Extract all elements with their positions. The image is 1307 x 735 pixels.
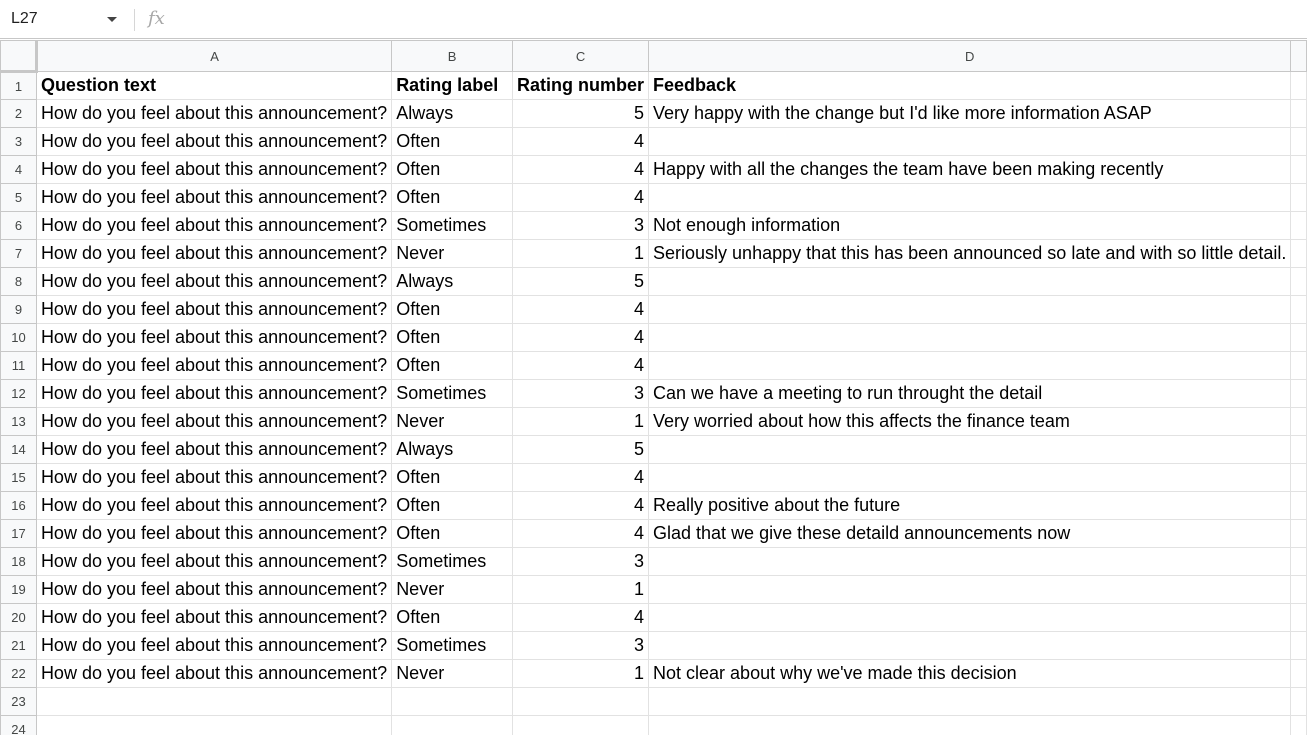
- cell[interactable]: [392, 688, 513, 716]
- row-header[interactable]: 23: [1, 688, 37, 716]
- cell[interactable]: How do you feel about this announcement?: [36, 464, 391, 492]
- row-header[interactable]: 16: [1, 492, 37, 520]
- cell[interactable]: [1291, 604, 1307, 632]
- formula-bar-divider: [134, 9, 135, 31]
- cell[interactable]: [649, 184, 1291, 212]
- table-row: [1, 100, 1307, 128]
- table-row: [1, 464, 1307, 492]
- cell[interactable]: [1291, 688, 1307, 716]
- cell[interactable]: 1: [513, 576, 649, 604]
- table-row: [1, 576, 1307, 604]
- cell[interactable]: [1291, 464, 1307, 492]
- row-header[interactable]: 20: [1, 604, 37, 632]
- cell[interactable]: Always: [392, 268, 513, 296]
- cell[interactable]: [649, 604, 1291, 632]
- cell[interactable]: [1291, 576, 1307, 604]
- cell[interactable]: Never: [392, 660, 513, 688]
- cell[interactable]: [649, 520, 1291, 548]
- cell[interactable]: Always: [392, 100, 513, 128]
- feedback-text: Really positive about the future: [653, 495, 901, 515]
- table-row: [1, 492, 1307, 520]
- cell[interactable]: [1291, 548, 1307, 576]
- table-row: [1, 408, 1307, 436]
- formula-bar: [0, 0, 1307, 39]
- feedback-text: Very happy with the change but I'd like more information ASAP: [653, 103, 1152, 123]
- column-header-d[interactable]: D: [649, 41, 1291, 72]
- cell[interactable]: 4: [513, 128, 649, 156]
- cell[interactable]: [1291, 324, 1307, 352]
- cell[interactable]: [649, 632, 1291, 660]
- cell[interactable]: [649, 240, 1291, 268]
- cell[interactable]: Never: [392, 408, 513, 436]
- cell[interactable]: Often: [392, 352, 513, 380]
- cell[interactable]: Often: [392, 520, 513, 548]
- cell[interactable]: [649, 688, 1291, 716]
- cell[interactable]: [1291, 436, 1307, 464]
- cell[interactable]: How do you feel about this announcement?: [36, 548, 391, 576]
- feedback-text: Glad that we give these detaild announcements now: [653, 523, 1071, 543]
- cell[interactable]: 4: [513, 464, 649, 492]
- cell[interactable]: [649, 128, 1291, 156]
- cell[interactable]: Sometimes: [392, 212, 513, 240]
- cell[interactable]: How do you feel about this announcement?: [36, 268, 391, 296]
- cell[interactable]: 4: [513, 156, 649, 184]
- cell[interactable]: Often: [392, 156, 513, 184]
- spreadsheet-grid: [0, 40, 1307, 735]
- cell[interactable]: 4: [513, 352, 649, 380]
- cell[interactable]: How do you feel about this announcement?: [36, 408, 391, 436]
- row-header[interactable]: 5: [1, 184, 37, 212]
- column-header-e[interactable]: [1291, 41, 1307, 72]
- cell[interactable]: Often: [392, 604, 513, 632]
- cell[interactable]: [649, 660, 1291, 688]
- table-row: [1, 632, 1307, 660]
- cell[interactable]: [649, 492, 1291, 520]
- row-header[interactable]: 22: [1, 660, 37, 688]
- cell[interactable]: How do you feel about this announcement?: [36, 632, 391, 660]
- row-header[interactable]: 18: [1, 548, 37, 576]
- cell[interactable]: Sometimes: [392, 380, 513, 408]
- row-header[interactable]: 8: [1, 268, 37, 296]
- cell[interactable]: 3: [513, 212, 649, 240]
- cell[interactable]: [36, 688, 391, 716]
- cell[interactable]: Often: [392, 128, 513, 156]
- column-header-b[interactable]: B: [392, 41, 513, 72]
- cell[interactable]: [1291, 212, 1307, 240]
- row-header[interactable]: 19: [1, 576, 37, 604]
- cell[interactable]: [1291, 660, 1307, 688]
- cell[interactable]: [1291, 100, 1307, 128]
- cell[interactable]: [1291, 296, 1307, 324]
- row-header[interactable]: 2: [1, 100, 37, 128]
- cell[interactable]: How do you feel about this announcement?: [36, 660, 391, 688]
- table-row: [1, 324, 1307, 352]
- cell[interactable]: 5: [513, 268, 649, 296]
- cell[interactable]: [649, 324, 1291, 352]
- cell[interactable]: [649, 380, 1291, 408]
- cell[interactable]: [1291, 716, 1307, 735]
- row-header[interactable]: 13: [1, 408, 37, 436]
- table-row: [1, 352, 1307, 380]
- cell[interactable]: [649, 464, 1291, 492]
- cell[interactable]: [1291, 352, 1307, 380]
- cell[interactable]: 1: [513, 660, 649, 688]
- table-row: [1, 156, 1307, 184]
- cell[interactable]: How do you feel about this announcement?: [36, 604, 391, 632]
- table-row: [1, 436, 1307, 464]
- cell[interactable]: How do you feel about this announcement?: [36, 492, 391, 520]
- cell[interactable]: Feedback: [649, 72, 1291, 100]
- cell[interactable]: [1291, 128, 1307, 156]
- row-header[interactable]: 3: [1, 128, 37, 156]
- cell[interactable]: 4: [513, 296, 649, 324]
- cell[interactable]: [649, 408, 1291, 436]
- column-header-c[interactable]: C: [513, 41, 649, 72]
- table-row: [1, 72, 1307, 100]
- cell[interactable]: How do you feel about this announcement?: [36, 240, 391, 268]
- cell[interactable]: 4: [513, 184, 649, 212]
- table-row: [1, 716, 1307, 735]
- cell[interactable]: Often: [392, 184, 513, 212]
- table-row: [1, 604, 1307, 632]
- table-row: [1, 268, 1307, 296]
- cell[interactable]: How do you feel about this announcement?: [36, 324, 391, 352]
- cell[interactable]: Often: [392, 464, 513, 492]
- feedback-text: Not clear about why we've made this decision: [653, 663, 1017, 683]
- cell[interactable]: 4: [513, 492, 649, 520]
- row-header[interactable]: 10: [1, 324, 37, 352]
- name-box[interactable]: [0, 0, 134, 38]
- cell[interactable]: How do you feel about this announcement?: [36, 436, 391, 464]
- cell[interactable]: How do you feel about this announcement?: [36, 100, 391, 128]
- feedback-text: Very worried about how this affects the finance team: [653, 411, 1070, 431]
- fx-icon: fx: [148, 8, 165, 29]
- cell[interactable]: How do you feel about this announcement?: [36, 128, 391, 156]
- table-row: [1, 184, 1307, 212]
- cell[interactable]: Never: [392, 240, 513, 268]
- row-header[interactable]: 9: [1, 296, 37, 324]
- table-row: [1, 688, 1307, 716]
- row-header[interactable]: 17: [1, 520, 37, 548]
- row-header[interactable]: 15: [1, 464, 37, 492]
- cell[interactable]: [1291, 492, 1307, 520]
- cell[interactable]: [1291, 408, 1307, 436]
- cell[interactable]: [513, 688, 649, 716]
- name-box-cell-ref: L27: [11, 10, 38, 27]
- row-header[interactable]: 24: [1, 716, 37, 735]
- cell[interactable]: [649, 100, 1291, 128]
- cell[interactable]: 3: [513, 632, 649, 660]
- cell[interactable]: Always: [392, 436, 513, 464]
- cell[interactable]: [513, 716, 649, 735]
- row-header[interactable]: 7: [1, 240, 37, 268]
- cell[interactable]: [649, 156, 1291, 184]
- table-row: [1, 212, 1307, 240]
- formula-input[interactable]: [180, 6, 1290, 32]
- row-header[interactable]: 6: [1, 212, 37, 240]
- cell[interactable]: 5: [513, 436, 649, 464]
- cell[interactable]: 3: [513, 548, 649, 576]
- cell[interactable]: 3: [513, 380, 649, 408]
- cell[interactable]: [649, 716, 1291, 735]
- cell[interactable]: 4: [513, 324, 649, 352]
- cell[interactable]: [649, 296, 1291, 324]
- cell[interactable]: [1291, 184, 1307, 212]
- cell[interactable]: Never: [392, 576, 513, 604]
- feedback-text: Can we have a meeting to run throught the detail: [653, 383, 1043, 403]
- cell[interactable]: [649, 268, 1291, 296]
- cell[interactable]: Rating number: [513, 72, 649, 100]
- cell[interactable]: 1: [513, 240, 649, 268]
- cell[interactable]: [36, 716, 391, 735]
- feedback-text: Happy with all the changes the team have been making recently: [653, 159, 1164, 179]
- select-all-corner[interactable]: [1, 41, 37, 72]
- cell[interactable]: How do you feel about this announcement?: [36, 212, 391, 240]
- cell[interactable]: How do you feel about this announcement?: [36, 184, 391, 212]
- cell[interactable]: How do you feel about this announcement?: [36, 520, 391, 548]
- table-row: [1, 520, 1307, 548]
- cell[interactable]: [1291, 380, 1307, 408]
- cell[interactable]: How do you feel about this announcement?: [36, 352, 391, 380]
- cell[interactable]: 4: [513, 520, 649, 548]
- row-header[interactable]: 12: [1, 380, 37, 408]
- cell[interactable]: 1: [513, 408, 649, 436]
- row-header[interactable]: 11: [1, 352, 37, 380]
- row-header[interactable]: 1: [1, 72, 37, 100]
- cell[interactable]: Sometimes: [392, 548, 513, 576]
- cell[interactable]: [649, 576, 1291, 604]
- cell[interactable]: 4: [513, 604, 649, 632]
- cell[interactable]: [1291, 156, 1307, 184]
- table-row: [1, 128, 1307, 156]
- cell[interactable]: [649, 548, 1291, 576]
- cell[interactable]: Often: [392, 492, 513, 520]
- cell[interactable]: Sometimes: [392, 632, 513, 660]
- table-row: [1, 380, 1307, 408]
- table-row: [1, 296, 1307, 324]
- cell[interactable]: 5: [513, 100, 649, 128]
- cell[interactable]: Often: [392, 324, 513, 352]
- cell[interactable]: Often: [392, 296, 513, 324]
- cell[interactable]: [392, 716, 513, 735]
- cell[interactable]: How do you feel about this announcement?: [36, 576, 391, 604]
- table-row: [1, 660, 1307, 688]
- cell[interactable]: How do you feel about this announcement?: [36, 380, 391, 408]
- column-header-a[interactable]: A: [36, 41, 391, 72]
- caret-down-icon[interactable]: [107, 17, 117, 22]
- cell[interactable]: [1291, 632, 1307, 660]
- cell[interactable]: [649, 436, 1291, 464]
- feedback-text: Not enough information: [653, 215, 841, 235]
- cell[interactable]: [649, 212, 1291, 240]
- cell[interactable]: [1291, 240, 1307, 268]
- cell[interactable]: [649, 352, 1291, 380]
- cell[interactable]: [1291, 520, 1307, 548]
- row-header[interactable]: 14: [1, 436, 37, 464]
- table-row: [1, 548, 1307, 576]
- cell[interactable]: How do you feel about this announcement?: [36, 156, 391, 184]
- row-header[interactable]: 21: [1, 632, 37, 660]
- table-row: [1, 240, 1307, 268]
- cell[interactable]: Rating label: [392, 72, 513, 100]
- feedback-text: Seriously unhappy that this has been announced so late and with so little detail.: [653, 243, 1287, 263]
- cell[interactable]: Question text: [36, 72, 391, 100]
- cell[interactable]: [1291, 72, 1307, 100]
- row-header[interactable]: 4: [1, 156, 37, 184]
- cell[interactable]: [1291, 268, 1307, 296]
- cell[interactable]: How do you feel about this announcement?: [36, 296, 391, 324]
